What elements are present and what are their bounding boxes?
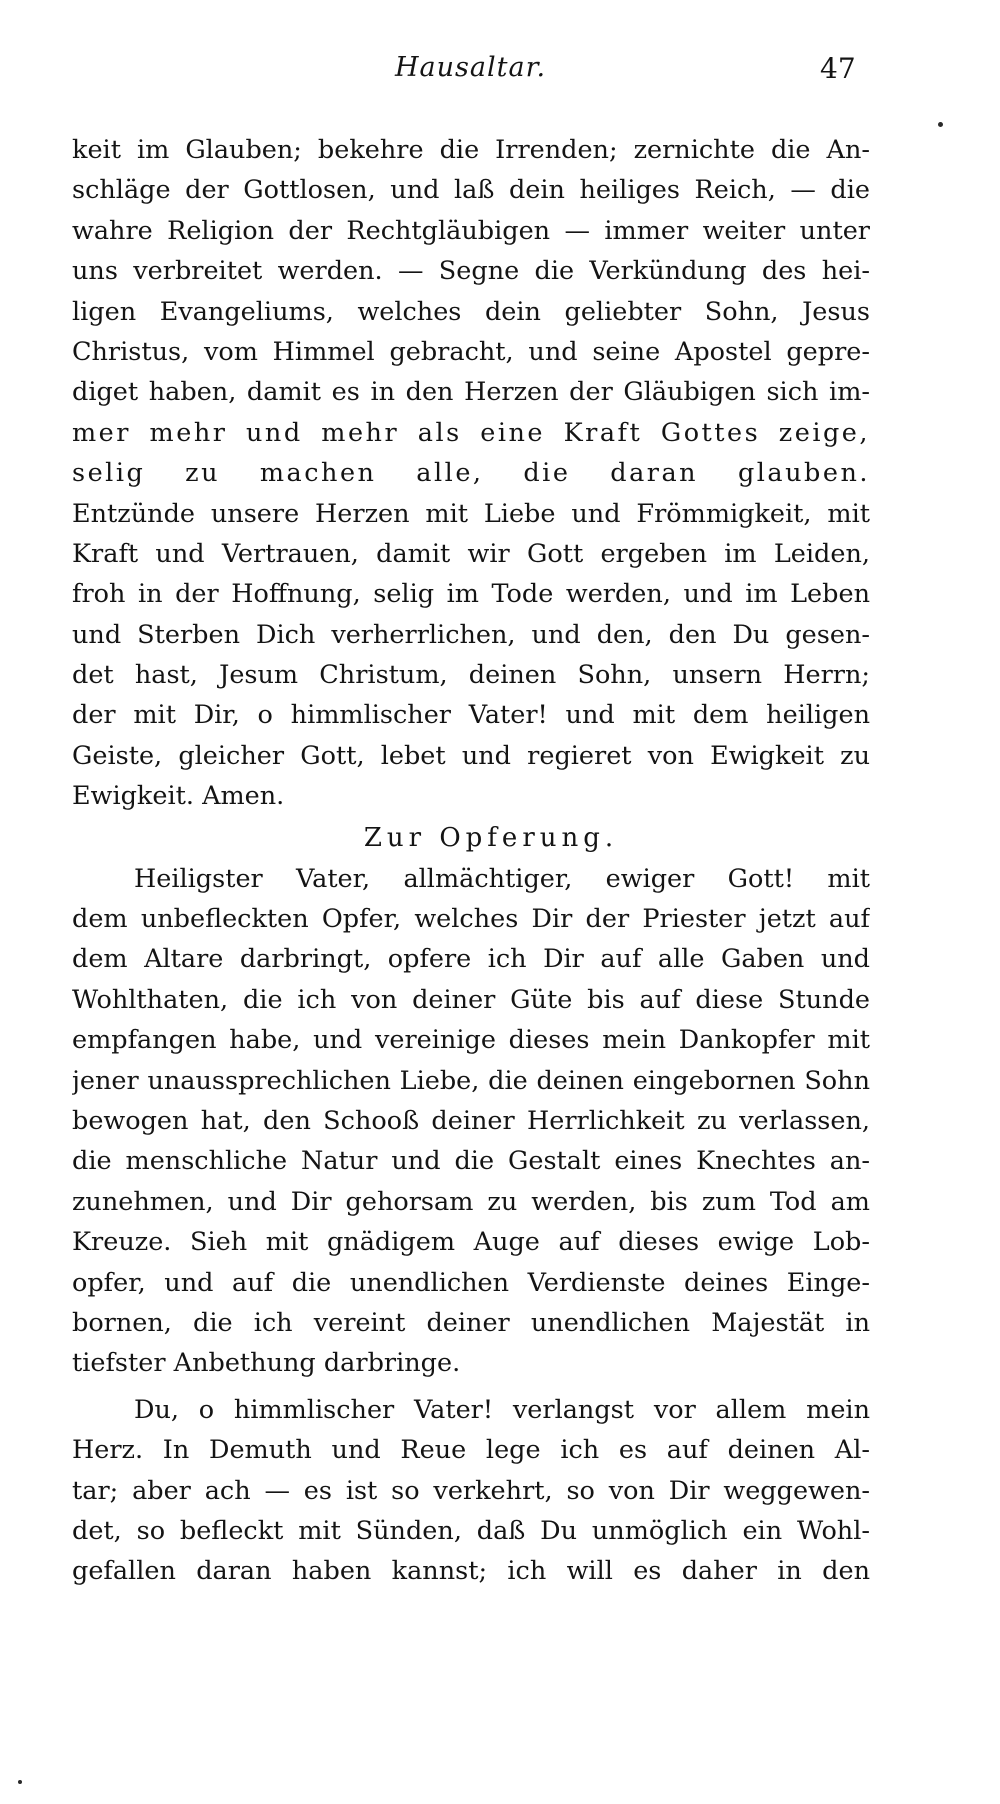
text-line: die menschliche Natur und die Gestalt eines Knechtes an- bbox=[72, 1146, 870, 1177]
text-line: bornen, die ich vereint deiner unendlichen Majestät in bbox=[72, 1307, 870, 1338]
text-line: keit im Glauben; bekehre die Irrenden; zernichte die An- bbox=[72, 135, 870, 165]
body-text bbox=[72, 130, 870, 1592]
text-line: dem unbefleckten Opfer, welches Dir der Priester jetzt auf bbox=[72, 904, 870, 935]
text-line: zunehmen, und Dir gehorsam zu werden, bis zum Tod am bbox=[72, 1186, 870, 1217]
text-line: und Sterben Dich verherrlichen, und den, den Du gesen- bbox=[72, 619, 870, 650]
text-line: Ewigkeit. Amen. bbox=[72, 781, 285, 812]
text-line: gefallen daran haben kannst; ich will es daher in den bbox=[72, 1556, 870, 1587]
page-number: 47 bbox=[820, 52, 856, 85]
text-line: det, so befleckt mit Sünden, daß Du unmöglich ein Wohl- bbox=[72, 1515, 870, 1546]
text-line: ligen Evangeliums, welches dein geliebter Sohn, Jesus bbox=[72, 296, 870, 327]
print-speck bbox=[938, 122, 943, 127]
paragraph-offering bbox=[72, 859, 870, 1384]
text-line: Wohlthaten, die ich von deiner Güte bis auf diese Stunde bbox=[72, 984, 870, 1015]
print-speck bbox=[18, 1780, 22, 1784]
text-line: Entzünde unsere Herzen mit Liebe und Frömmigkeit, mit bbox=[72, 498, 870, 529]
text-line: Heiligster Vater, allmächtiger, ewiger Gott! mit bbox=[134, 863, 870, 894]
text-line: tar; aber ach — es ist so verkehrt, so von Dir weggewen- bbox=[72, 1475, 870, 1506]
text-line: tiefster Anbethung darbringe. bbox=[72, 1348, 461, 1379]
text-line: froh in der Hoffnung, selig im Tode werden, und im Leben bbox=[72, 579, 870, 610]
text-line: Du, o himmlischer Vater! verlangst vor allem mein bbox=[134, 1394, 870, 1425]
paragraph-heart bbox=[72, 1390, 870, 1592]
text-line: Kraft und Vertrauen, damit wir Gott ergeben im Leiden, bbox=[72, 538, 870, 569]
text-line: diget haben, damit es in den Herzen der Gläubigen sich im- bbox=[72, 377, 870, 408]
text-line: Kreuze. Sieh mit gnädigem Auge auf dieses ewige Lob- bbox=[72, 1227, 870, 1258]
text-line: Geiste, gleicher Gott, lebet und regieret von Ewigkeit zu bbox=[72, 740, 870, 771]
text-line: dem Altare darbringt, opfere ich Dir auf alle Gaben und bbox=[72, 944, 870, 975]
text-line: opfer, und auf die unendlichen Verdienste deines Einge- bbox=[72, 1267, 870, 1298]
section-heading: Zur Opferung. bbox=[363, 822, 619, 853]
paragraph-prayer-continuation bbox=[72, 130, 870, 817]
text-line: Herz. In Demuth und Reue lege ich es auf deinen Al- bbox=[72, 1435, 870, 1466]
text-line: jener unaussprechlichen Liebe, die deinen eingebornen Sohn bbox=[72, 1065, 870, 1096]
text-line: mer mehr und mehr als eine Kraft Gottes zeige, bbox=[72, 417, 870, 448]
text-line: schläge der Gottlosen, und laß dein heiliges Reich, — die bbox=[72, 175, 870, 206]
text-line: wahre Religion der Rechtgläubigen — immer weiter unter bbox=[72, 215, 870, 246]
text-line: bewogen hat, den Schooß deiner Herrlichkeit zu verlassen, bbox=[72, 1105, 870, 1136]
text-line: empfangen habe, und vereinige dieses mein Dankopfer mit bbox=[72, 1025, 870, 1056]
text-line: uns verbreitet werden. — Segne die Verkündung des hei- bbox=[72, 256, 870, 287]
text-line: det hast, Jesum Christum, deinen Sohn, unsern Herrn; bbox=[72, 660, 870, 691]
running-head-title: Hausaltar. bbox=[395, 52, 547, 83]
text-line: der mit Dir, o himmlischer Vater! und mit dem heiligen bbox=[72, 700, 870, 731]
running-head bbox=[0, 52, 1000, 92]
text-line: Christus, vom Himmel gebracht, und seine Apostel gepre- bbox=[72, 336, 870, 367]
text-line: selig zu machen alle, die daran glauben. bbox=[72, 458, 870, 489]
